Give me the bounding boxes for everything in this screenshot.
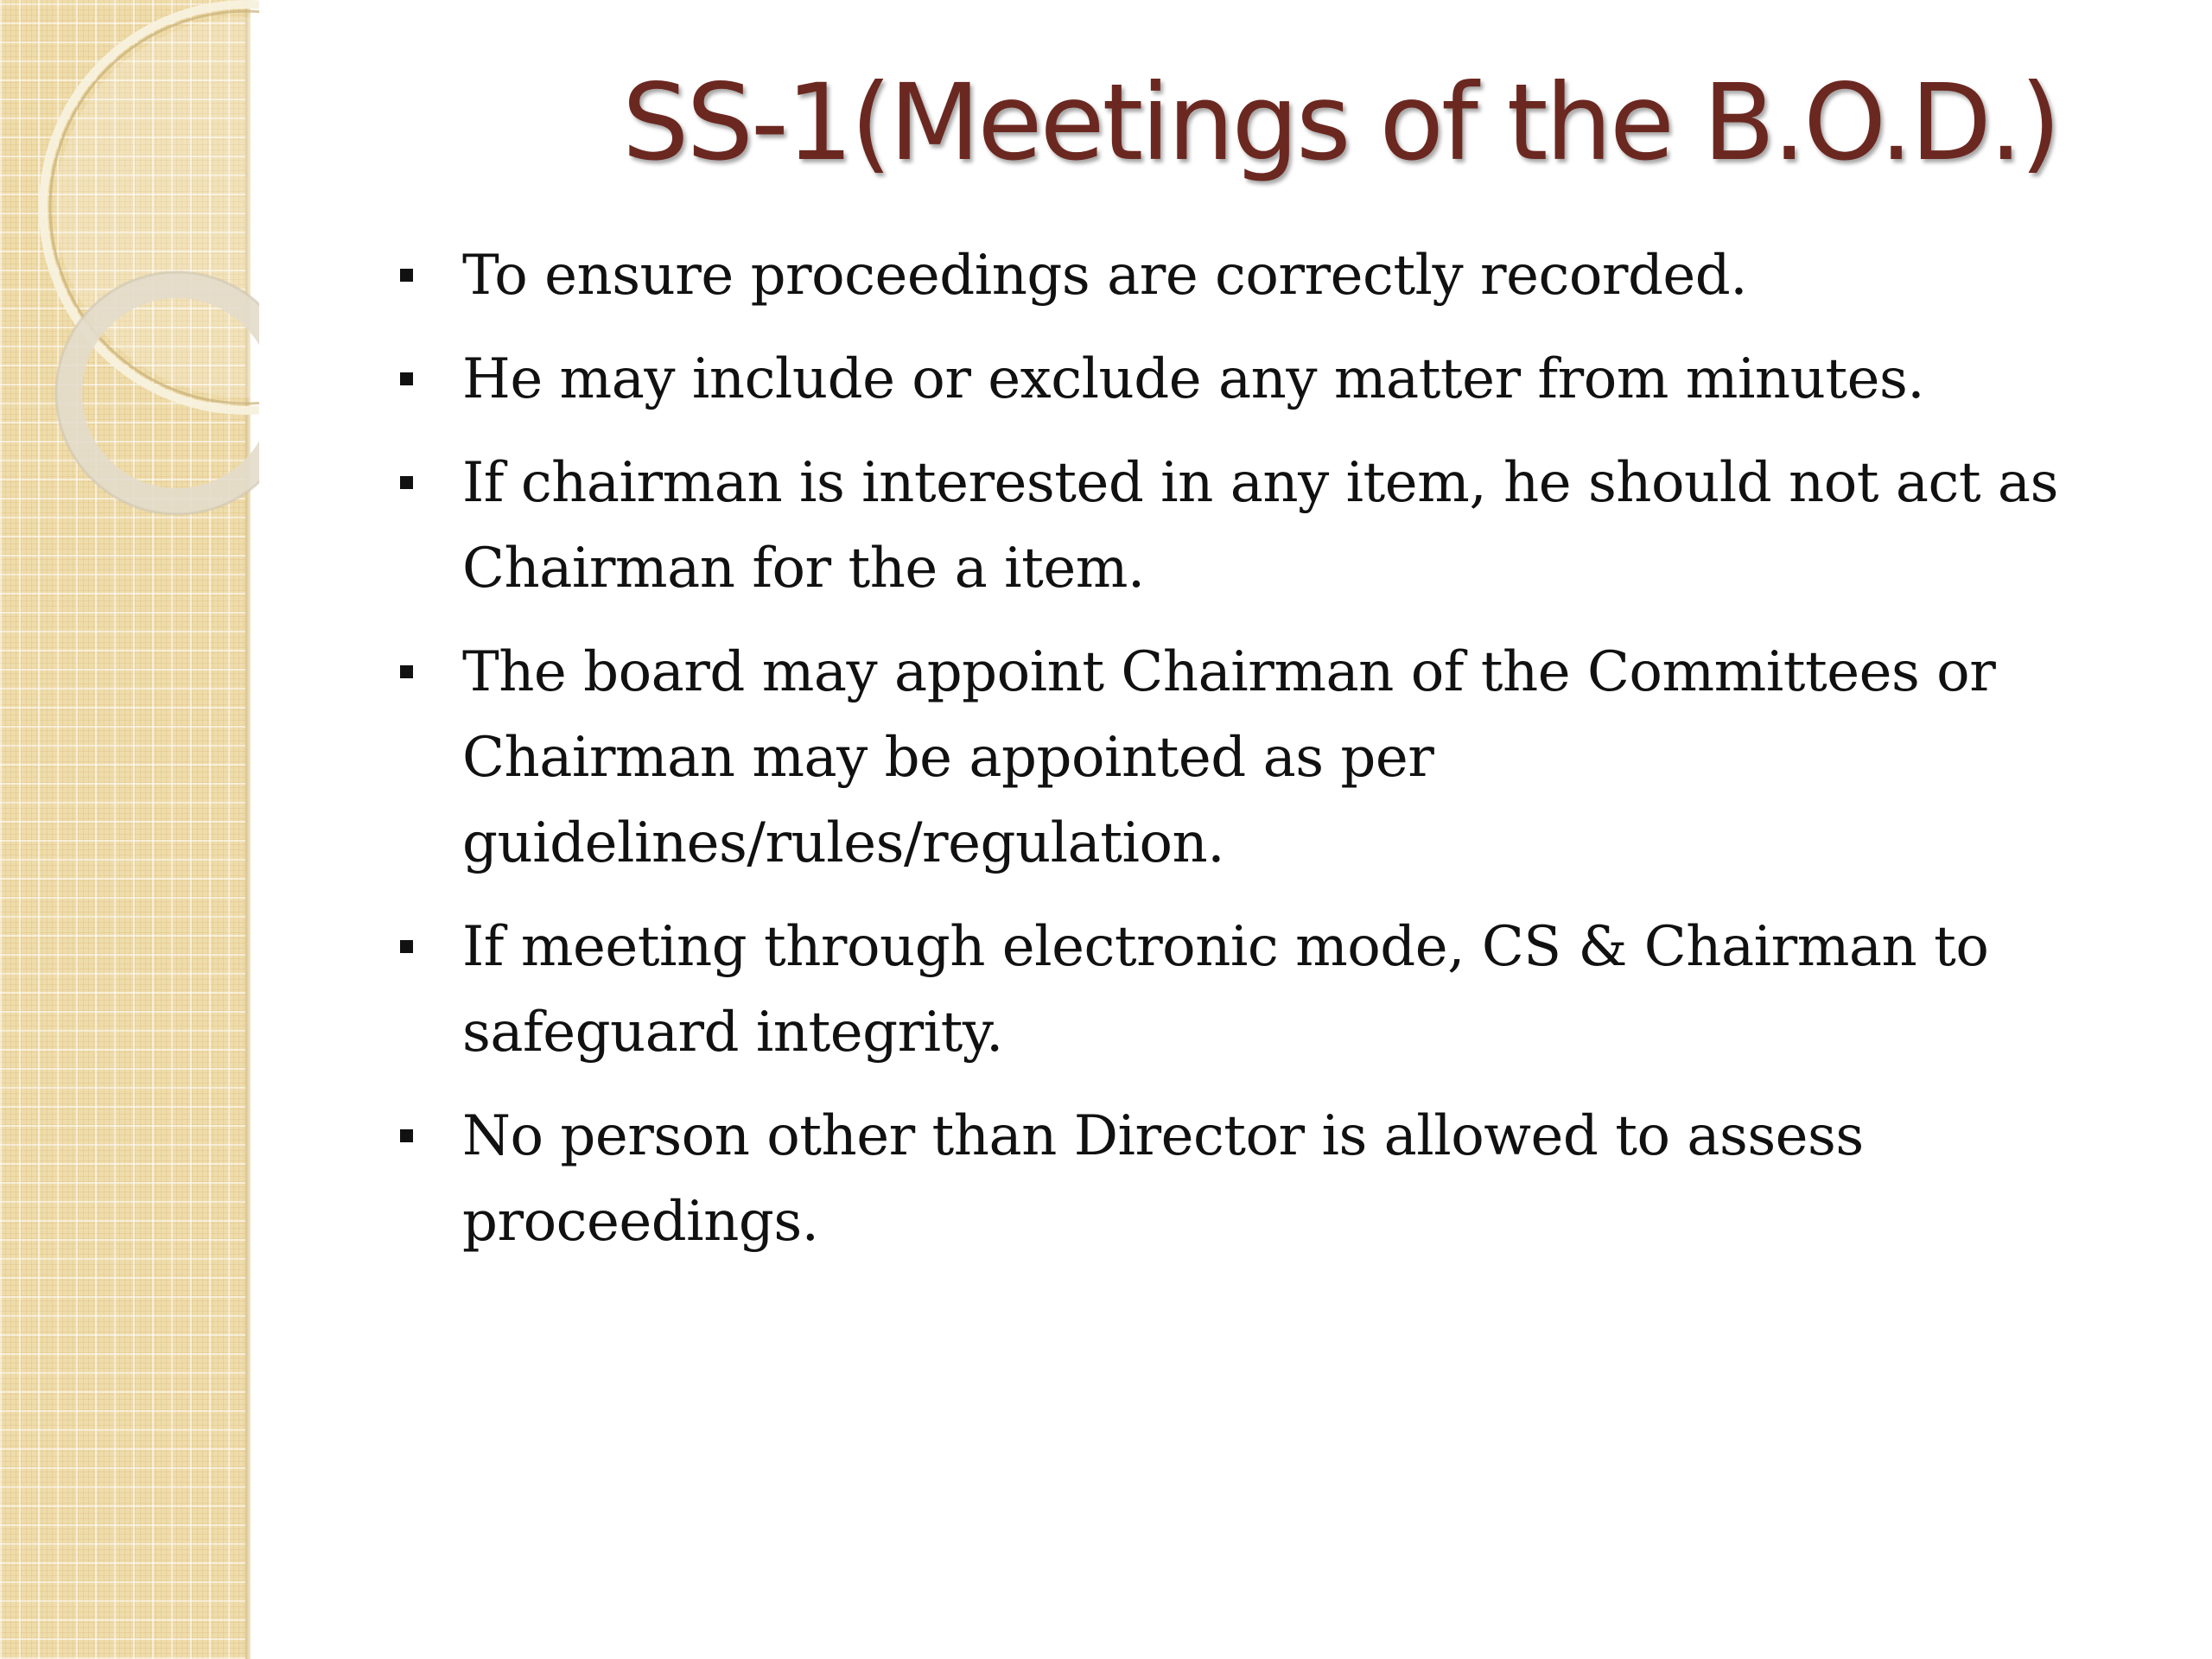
bullet-text-3: If chairman is interested in any item, he should not act as Chairman for the a item.	[462, 451, 2058, 601]
bullet-text-6: No person other than Director is allowed to assess proceedings.	[462, 1104, 1864, 1254]
square-bullet-icon	[400, 269, 413, 282]
square-bullet-icon	[400, 476, 413, 489]
bullet-item-6	[393, 1094, 2147, 1265]
square-bullet-icon	[400, 665, 413, 678]
square-bullet-icon	[400, 372, 413, 385]
bullet-text-1: To ensure proceedings are correctly recorded.	[462, 244, 1748, 308]
bullet-item-3	[393, 441, 2147, 612]
bullet-list	[393, 233, 2147, 1283]
slide-title: SS-1(Meetings of the B.O.D.)	[622, 61, 2059, 184]
decorative-rings	[0, 0, 259, 553]
bullet-text-5: If meeting through electronic mode, CS & Chairman to safeguard integrity.	[462, 915, 1989, 1065]
bullet-text-2: He may include or exclude any matter from minutes.	[462, 347, 1925, 411]
bullet-item-1	[393, 233, 2147, 319]
bullet-item-4	[393, 630, 2147, 887]
square-bullet-icon	[400, 940, 413, 953]
square-bullet-icon	[400, 1129, 413, 1142]
bullet-text-4: The board may appoint Chairman of the Committees or Chairman may be appointed as per guidelines/rules/regulation.	[462, 640, 1996, 875]
bullet-item-2	[393, 337, 2147, 423]
bullet-item-5	[393, 905, 2147, 1076]
